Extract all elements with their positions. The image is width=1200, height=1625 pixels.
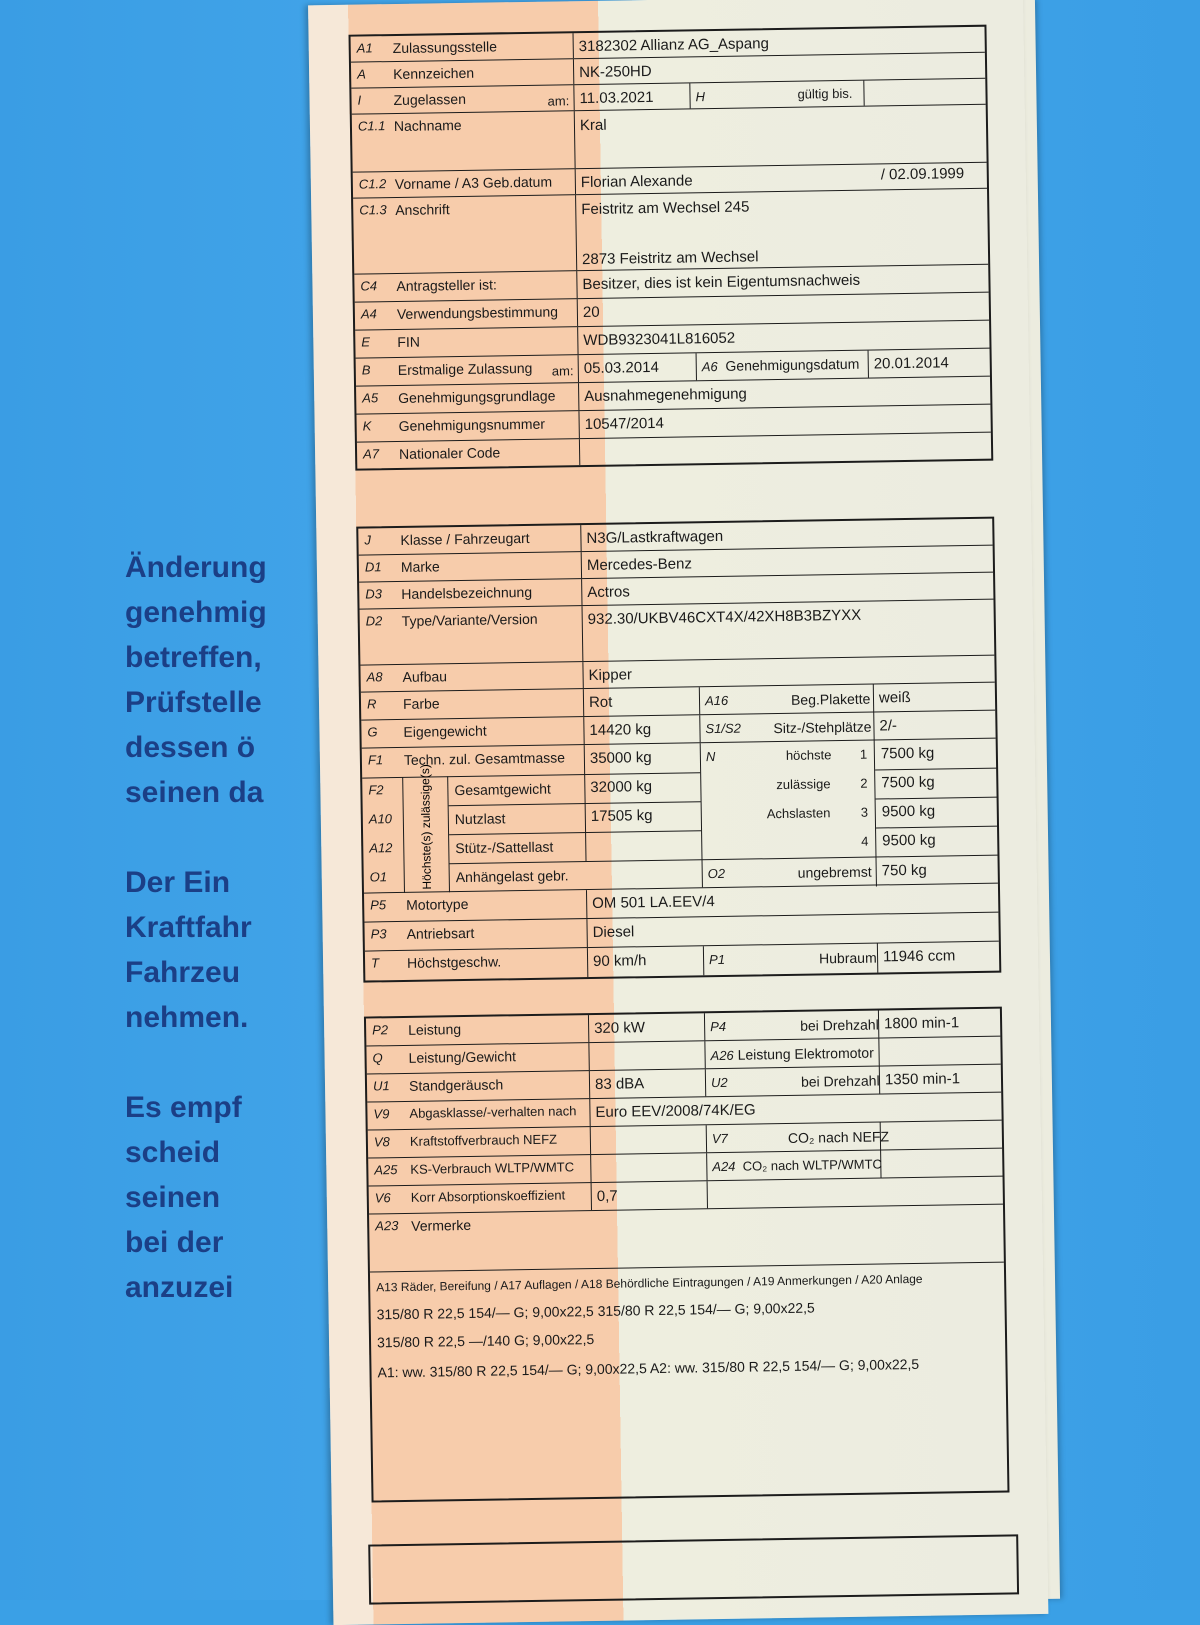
field-label: Klasse / Fahrzeugart <box>400 529 530 548</box>
vin-value: WDB9323041L816052 <box>583 329 736 350</box>
axle-load-value: 9500 kg <box>882 831 936 850</box>
field-value: Ausnahmegenehmigung <box>584 385 747 406</box>
field-value: 90 km/h <box>592 952 647 970</box>
pamphlet-line: Fahrzeu <box>125 956 241 989</box>
code-label: P4 <box>710 1018 727 1035</box>
field-value: 11.03.2021 <box>579 88 654 108</box>
code-label: A6 <box>701 358 718 375</box>
field-value: N3G/Lastkraftwagen <box>586 527 724 548</box>
field-value: weiß <box>878 688 911 707</box>
code-label: O1 <box>369 869 388 885</box>
field-value: 10547/2014 <box>584 414 665 434</box>
code-label: A8 <box>366 669 383 685</box>
field-label: Farbe <box>402 695 440 712</box>
axle-load-value: 9500 kg <box>881 802 936 821</box>
pamphlet-line: scheid <box>125 1136 221 1169</box>
code-label: P1 <box>708 951 726 968</box>
field-label: höchste <box>785 747 832 763</box>
field-value: 320 kW <box>594 1019 646 1037</box>
field-label: Handelsbezeichnung <box>401 583 533 602</box>
code-label: F1 <box>367 752 384 768</box>
axle-index: 1 <box>859 746 868 762</box>
field-value: 17505 kg <box>590 807 653 825</box>
field-label: Vorname / A3 Geb.datum <box>394 173 553 192</box>
pamphlet-line: nehmen. <box>125 1001 249 1034</box>
vertical-label: Höchste(s) zulässige(s) <box>417 764 434 890</box>
pamphlet-line: seinen da <box>125 776 264 809</box>
field-label: Leistung/Gewicht <box>408 1048 517 1066</box>
address-line: Feistritz am Wechsel 245 <box>581 198 750 219</box>
code-label: A7 <box>362 446 380 462</box>
code-label: C4 <box>360 278 378 294</box>
birth-date: / 02.09.1999 <box>880 165 965 184</box>
field-label: Beg.Plakette <box>790 690 871 708</box>
code-label: A <box>357 66 366 82</box>
field-label: bei Drehzahl <box>800 1016 879 1034</box>
code-label: N <box>705 749 716 765</box>
field-label: Nutzlast <box>454 810 506 828</box>
code-label: A23 <box>375 1218 399 1234</box>
field-label: Zulassungsstelle <box>392 38 498 57</box>
next-section-edge <box>368 1534 1019 1604</box>
row-c11 <box>352 105 987 173</box>
row-c13 <box>353 189 988 275</box>
field-label: Anhängelast gebr. <box>455 867 569 886</box>
code-label: C1.3 <box>359 202 387 218</box>
code-label: P5 <box>370 897 387 913</box>
field-value: NK-250HD <box>578 62 652 82</box>
code-label: A26 <box>710 1047 734 1064</box>
field-label: Standgeräusch <box>408 1076 504 1094</box>
pamphlet-text <box>125 545 325 1310</box>
section-vehicle-table <box>356 517 1001 983</box>
code-label: P2 <box>372 1022 389 1038</box>
field-value: 20 <box>582 303 600 322</box>
field-label: Marke <box>400 558 440 575</box>
pamphlet-line: Prüfstelle <box>125 686 262 719</box>
code-label: C1.1 <box>357 118 386 134</box>
code-label: C1.2 <box>358 176 387 192</box>
field-value: Kral <box>579 116 607 135</box>
field-value: 05.03.2014 <box>583 358 659 378</box>
field-value: 3182302 Allianz AG_Aspang <box>578 35 769 56</box>
field-label: FIN <box>397 333 421 350</box>
field-label: Leistung Elektromotor <box>737 1044 874 1063</box>
field-label: gültig bis. <box>797 85 853 102</box>
field-value: 14420 kg <box>589 721 652 740</box>
section-engine-table <box>364 1007 1010 1503</box>
field-label: Genehmigungsgrundlage <box>398 387 556 406</box>
pamphlet-line: bei der <box>125 1226 224 1259</box>
pamphlet-line: Es empf <box>125 1091 242 1124</box>
field-value: 32000 kg <box>590 778 653 797</box>
field-label: Nationaler Code <box>398 444 501 462</box>
field-value: Florian Alexande <box>580 172 693 192</box>
pamphlet-line: Kraftfahr <box>125 911 252 944</box>
field-label: Anschrift <box>395 201 450 218</box>
field-value: 1800 min-1 <box>883 1014 960 1033</box>
field-value: 11946 ccm <box>882 947 956 966</box>
field-label: Antriebsart <box>406 924 475 942</box>
field-label: Gesamtgewicht <box>454 780 551 799</box>
vertical-label-cell <box>402 764 450 893</box>
code-label: S1/S2 <box>705 720 741 737</box>
field-label: Kennzeichen <box>393 64 475 83</box>
field-value: 0,7 <box>596 1187 618 1205</box>
code-label: D3 <box>365 586 383 602</box>
field-value: 1350 min-1 <box>884 1070 961 1089</box>
code-label: A24 <box>712 1158 736 1175</box>
field-label: Sitz-/Stehplätze <box>773 718 872 737</box>
field-label: Kraftstoffverbrauch NEFZ <box>409 1131 558 1149</box>
field-label: Antragsteller ist: <box>396 276 497 294</box>
field-label: zulässige <box>776 776 831 793</box>
code-label: V6 <box>374 1190 391 1206</box>
code-label: G <box>367 724 378 740</box>
field-label: KS-Verbrauch WLTP/WMTC <box>410 1159 575 1177</box>
code-label: A1 <box>356 40 373 56</box>
field-label: Techn. zul. Gesamtmasse <box>403 749 566 768</box>
pamphlet-line: Der Ein <box>125 866 231 899</box>
field-value: Euro EEV/2008/74K/EG <box>595 1101 756 1121</box>
axle-index: 2 <box>860 775 868 791</box>
field-value: Besitzer, dies ist kein Eigentumsnachweis <box>582 271 861 294</box>
code-label: V8 <box>373 1134 390 1150</box>
field-label: Leistung <box>408 1021 462 1038</box>
pamphlet-line: betreffen, <box>125 641 262 674</box>
code-label: P3 <box>370 926 387 942</box>
code-label: A16 <box>704 692 729 709</box>
code-label: I <box>357 92 362 108</box>
field-label: am: <box>551 363 574 379</box>
field-value: OM 501 LA.EEV/4 <box>592 893 715 912</box>
code-label: A12 <box>369 840 393 856</box>
field-label: Verwendungsbestimmung <box>396 303 559 322</box>
weights-left <box>362 743 702 893</box>
code-label: Q <box>372 1050 383 1066</box>
field-value: 83 dBA <box>594 1075 645 1093</box>
field-value: 932.30/UKBV46CXT4X/42XH8B3BZYXX <box>587 606 862 629</box>
weights-sub-rows <box>448 772 702 892</box>
row-a23 <box>369 1205 1004 1273</box>
field-value: 20.01.2014 <box>873 354 949 373</box>
address-line: 2873 Feistritz am Wechsel <box>581 248 759 269</box>
field-label: Stütz-/Sattellast <box>455 838 554 857</box>
field-label: Motortype <box>406 895 469 913</box>
field-label: ungebremst <box>797 863 872 881</box>
row-d2 <box>360 600 995 666</box>
code-label: O2 <box>707 865 726 882</box>
field-label: Genehmigungsnummer <box>398 415 546 434</box>
field-label: Vermerke <box>411 1216 472 1234</box>
field-value: 750 kg <box>881 861 927 880</box>
pamphlet-line: Änderung <box>125 551 267 584</box>
code-label: F2 <box>368 782 384 798</box>
field-label: Eigengewicht <box>403 722 487 740</box>
code-label: B <box>361 362 371 378</box>
section-owner-table <box>349 25 994 471</box>
pamphlet-line: anzuzei <box>125 1271 234 1304</box>
pamphlet-line: genehmig <box>125 596 267 629</box>
field-value: Kipper <box>588 666 633 685</box>
code-label: U1 <box>372 1078 390 1094</box>
code-label: A25 <box>374 1162 398 1178</box>
field-value: Mercedes-Benz <box>586 555 693 575</box>
field-value: 35000 kg <box>589 749 652 768</box>
code-label: K <box>362 418 372 434</box>
code-label: D1 <box>364 559 382 575</box>
field-label: am: <box>547 93 570 109</box>
code-label: T <box>370 955 380 971</box>
field-value: Actros <box>587 583 630 602</box>
field-label: Korr Absorptionskoeffizient <box>410 1187 566 1205</box>
field-label: Höchstgeschw. <box>406 953 502 971</box>
field-label: Achslasten <box>766 805 831 822</box>
code-label: R <box>366 696 377 712</box>
code-label: E <box>361 334 371 350</box>
code-label: A5 <box>362 390 379 406</box>
code-label: A10 <box>368 811 393 827</box>
remarks-line: A1: ww. 315/80 R 22,5 154/— G; 9,00x22,5 A2: ww. 315/80 R 22,5 154/— G; 9,00x22,5 <box>377 1355 920 1381</box>
field-label: Nachname <box>393 116 462 135</box>
code-label: D2 <box>365 613 383 629</box>
code-label: J <box>364 532 372 548</box>
field-value: 2/- <box>879 717 898 735</box>
field-value: Rot <box>588 693 613 712</box>
field-label: CO₂ nach NEFZ <box>787 1128 890 1146</box>
axle-loads <box>700 739 998 889</box>
field-value: Diesel <box>592 923 635 941</box>
weights-block <box>362 739 998 894</box>
code-label: V7 <box>711 1130 728 1147</box>
axle-load-value: 7500 kg <box>880 744 935 763</box>
remarks-header: A13 Räder, Bereifung / A17 Auflagen / A18 Behördliche Eintragungen / A19 Anmerkungen / A20 Anlage <box>376 1271 923 1295</box>
code-label: V9 <box>373 1106 390 1122</box>
field-label: bei Drehzahl <box>800 1072 880 1090</box>
remarks-line: 315/80 R 22,5 154/— G; 9,00x22,5 315/80 R 22,5 154/— G; 9,00x22,5 <box>376 1299 815 1323</box>
field-label: Zugelassen <box>393 90 467 109</box>
axle-index: 3 <box>860 804 869 820</box>
remarks-line: 315/80 R 22,5 —/140 G; 9,00x22,5 <box>376 1331 595 1351</box>
field-label: CO₂ nach WLTP/WMTC <box>742 1156 882 1174</box>
field-label: Type/Variante/Version <box>401 610 538 629</box>
field-label: Hubraum <box>818 949 877 967</box>
field-label: Aufbau <box>402 668 448 685</box>
field-label: Erstmalige Zulassung <box>397 359 533 378</box>
code-label: H <box>695 89 706 105</box>
pamphlet-line: seinen <box>125 1181 221 1214</box>
registration-document <box>308 0 1048 1625</box>
row-a13 <box>370 1263 1007 1493</box>
field-label: Genehmigungsdatum <box>725 355 860 374</box>
field-label: Abgasklasse/-verhalten nach <box>409 1103 577 1121</box>
axle-index: 4 <box>861 833 869 849</box>
code-label: A4 <box>360 306 377 322</box>
code-label: U2 <box>710 1074 728 1091</box>
axle-load-value: 7500 kg <box>881 773 935 792</box>
pamphlet-line: dessen ö <box>125 731 256 764</box>
